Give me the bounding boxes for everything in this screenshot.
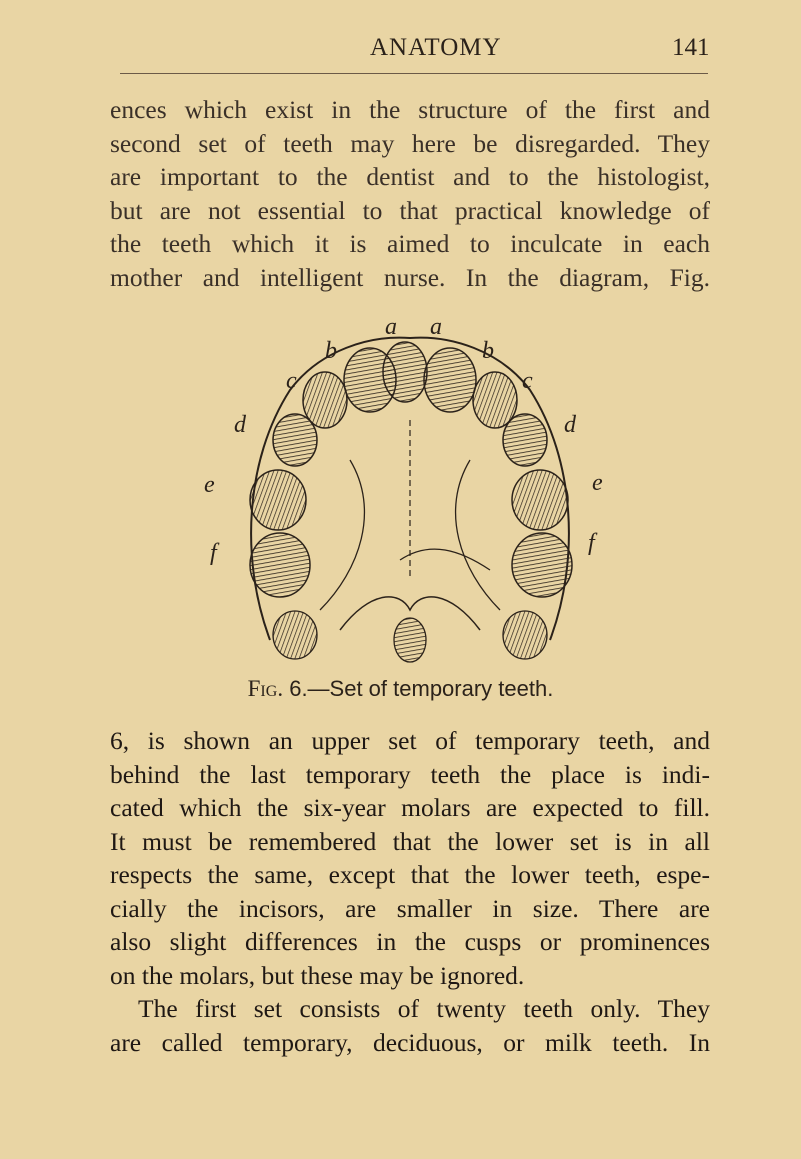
text-line: mother and intelligent nurse. In the diagram, Fig.	[110, 262, 710, 292]
caption-text: 6.—Set of temporary teeth.	[289, 676, 554, 701]
text-line: also slight differences in the cusps or prominences	[110, 927, 710, 956]
tooth-molar-space	[503, 611, 547, 659]
palate-center	[394, 618, 426, 662]
text-line: It must be remembered that the lower set is in all	[110, 826, 710, 856]
paragraph-top	[110, 93, 710, 294]
tooth-canine	[273, 414, 317, 466]
text-line: are important to the dentist and to the histologist,	[110, 162, 710, 191]
label-f: f	[210, 540, 217, 566]
text-line: behind the last temporary teeth the place is indi-	[110, 759, 710, 789]
tooth-incisor	[383, 342, 427, 402]
page-number: 141	[672, 34, 710, 61]
tooth-molar	[250, 470, 306, 530]
text-line: but are not essential to that practical knowledge of	[110, 195, 710, 225]
label-b: b	[482, 338, 494, 364]
text-line: are called temporary, deciduous, or milk teeth. In	[110, 1027, 710, 1057]
text-line: The first set consists of twenty teeth only. They	[138, 994, 710, 1023]
label-a: a	[430, 314, 442, 340]
tooth-molar-space	[273, 611, 317, 659]
tooth-molar	[250, 533, 310, 597]
text-line: respects the same, except that the lower teeth, espe-	[110, 860, 710, 889]
header-rule	[120, 73, 708, 74]
tooth-canine	[503, 414, 547, 466]
figure-caption	[0, 676, 801, 702]
teeth-diagram-illustration	[200, 310, 620, 672]
text-line: cated which the six-year molars are expected to fill.	[110, 793, 710, 822]
teeth-figure	[200, 310, 620, 672]
label-e: e	[592, 470, 603, 496]
running-title: ANATOMY	[370, 34, 502, 61]
text-line: second set of teeth may here be disregarded. They	[110, 128, 710, 158]
tooth-molar	[512, 470, 568, 530]
text-line: the teeth which it is aimed to inculcate in each	[110, 229, 710, 258]
text-line: on the molars, but these may be ignored.	[110, 960, 525, 990]
tooth-incisor	[424, 348, 476, 412]
label-b: b	[325, 338, 337, 364]
tooth-molar	[512, 533, 572, 597]
text-line: ences which exist in the structure of the first and	[110, 95, 710, 124]
label-c: c	[286, 368, 297, 394]
label-a: a	[385, 314, 397, 340]
label-d: d	[564, 412, 576, 438]
label-d: d	[234, 412, 246, 438]
label-c: c	[522, 368, 533, 394]
paragraph-bottom	[110, 724, 710, 1059]
text-line: 6, is shown an upper set of temporary teeth, and	[110, 726, 710, 755]
caption-prefix: Fig.	[247, 676, 284, 701]
text-line: cially the incisors, are smaller in size. There are	[110, 893, 710, 923]
label-e: e	[204, 472, 215, 498]
label-f: f	[588, 530, 595, 556]
